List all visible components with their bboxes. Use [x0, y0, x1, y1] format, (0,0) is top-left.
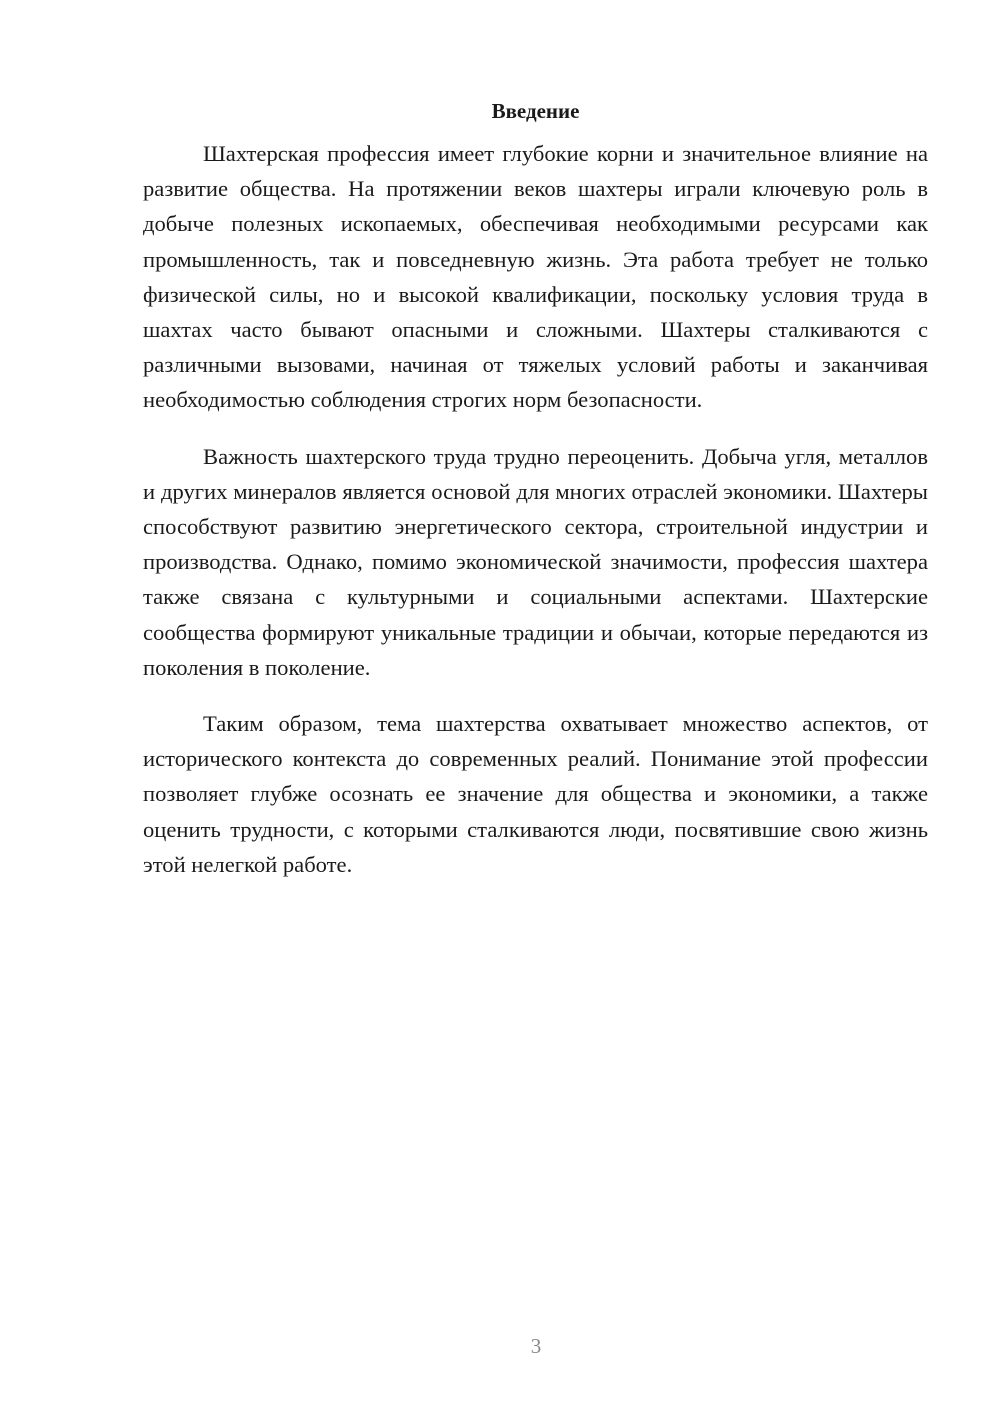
page-number: 3 [530, 1334, 542, 1358]
page-content [143, 96, 928, 903]
paragraph-1: Шахтерская профессия имеет глубокие корни и значительное влияние на развитие общества. На протяжении веков шахтеры играли ключевую роль в добыче полезных ископаемых, обеспечивая необходимыми ресурсами как промышленность, так и повседневную жизнь. Эта работа требует не только физической силы, но и высокой квалификации, поскольку условия труда в шахтах часто бывают опасными и сложными. Шахтеры сталкиваются с различными вызовами, начиная от тяжелых условий работы и заканчивая необходимостью соблюдения строгих норм безопасности. [143, 141, 928, 413]
paragraph-2: Важность шахтерского труда трудно переоценить. Добыча угля, металлов и других минералов является основой для многих отраслей экономики. Шахтеры способствуют развитию энергетического сектора, строительной индустрии и производства. Однако, помимо экономической значимости, профессия шахтера также связана с культурными и социальными аспектами. Шахтерские сообщества формируют уникальные традиции и обычаи, которые передаются из поколения в поколение. [143, 443, 928, 680]
section-heading: Введение [491, 99, 580, 123]
paragraph-3: Таким образом, тема шахтерства охватывает множество аспектов, от исторического контекста до современных реалий. Понимание этой профессии позволяет глубже осознать ее значение для общества и экономики, а также оценить трудности, с которыми сталкиваются люди, посвятившие свою жизнь этой нелегкой работе. [143, 711, 928, 877]
